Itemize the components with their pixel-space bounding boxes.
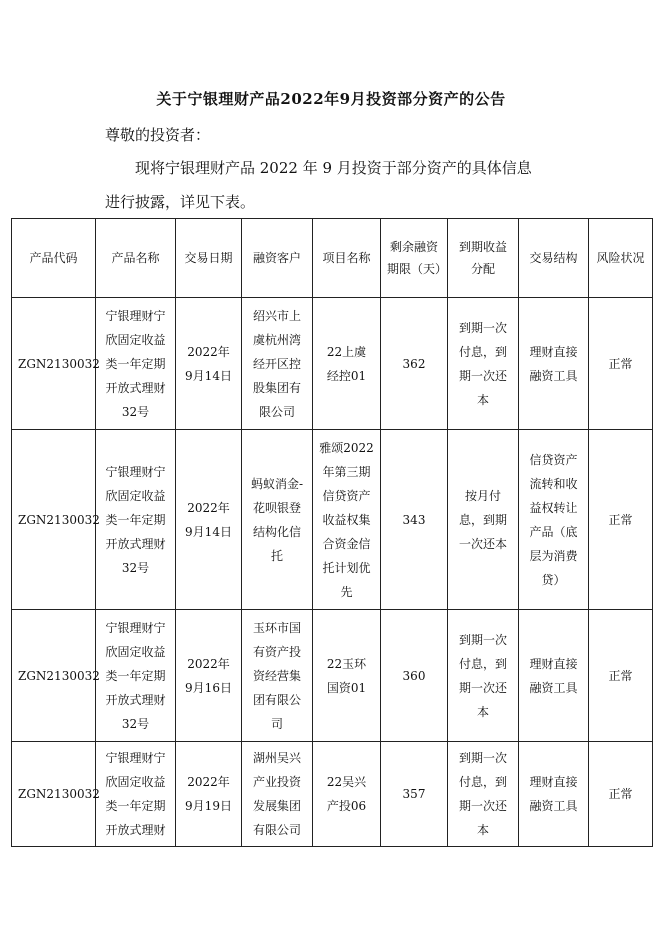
- product-name-cell: 宁银理财宁欣固定收益类一年定期开放式理财: [96, 742, 176, 847]
- table-row: [12, 742, 653, 847]
- remaining-days-cell: 357: [381, 742, 448, 847]
- risk-status-cell: 正常: [589, 610, 653, 742]
- trade-date-cell: 2022年9月19日: [176, 742, 242, 847]
- product-code-cell: ZGN2130032: [12, 742, 96, 847]
- header-cell: 剩余融资期限（天）: [381, 219, 448, 298]
- remaining-days-cell: 360: [381, 610, 448, 742]
- header-cell: 风险状况: [589, 219, 653, 298]
- intro-paragraph-line2: 进行披露，详见下表。: [105, 193, 256, 211]
- header-cell: 到期收益分配: [448, 219, 519, 298]
- product-code-cell: ZGN2130032: [12, 610, 96, 742]
- remaining-days-cell: 362: [381, 298, 448, 430]
- product-name-cell: 宁银理财宁欣固定收益类一年定期开放式理财32号: [96, 298, 176, 430]
- distribution-cell: 到期一次付息，到期一次还本: [448, 742, 519, 847]
- table-header-row: [12, 219, 653, 298]
- project-name-cell: 22吴兴产投06: [313, 742, 381, 847]
- client-cell: 湖州吴兴产业投资发展集团有限公司: [242, 742, 313, 847]
- table-row: [12, 610, 653, 742]
- header-cell: 交易结构: [519, 219, 589, 298]
- table-row: [12, 430, 653, 610]
- distribution-cell: 到期一次付息，到期一次还本: [448, 610, 519, 742]
- table-row: [12, 298, 653, 430]
- trade-date-cell: 2022年9月14日: [176, 430, 242, 610]
- product-code-cell: ZGN2130032: [12, 430, 96, 610]
- trade-date-cell: 2022年9月16日: [176, 610, 242, 742]
- structure-cell: 理财直接融资工具: [519, 742, 589, 847]
- distribution-cell: 按月付息，到期一次还本: [448, 430, 519, 610]
- product-name-cell: 宁银理财宁欣固定收益类一年定期开放式理财32号: [96, 610, 176, 742]
- header-cell: 产品代码: [12, 219, 96, 298]
- risk-status-cell: 正常: [589, 742, 653, 847]
- client-cell: 玉环市国有资产投资经营集团有限公司: [242, 610, 313, 742]
- intro-paragraph-line1: 现将宁银理财产品 2022 年 9 月投资于部分资产的具体信息: [135, 159, 532, 177]
- risk-status-cell: 正常: [589, 298, 653, 430]
- structure-cell: 理财直接融资工具: [519, 298, 589, 430]
- header-cell: 融资客户: [242, 219, 313, 298]
- project-name-cell: 22上虞经控01: [313, 298, 381, 430]
- remaining-days-cell: 343: [381, 430, 448, 610]
- structure-cell: 信贷资产流转和收益权转让产品（底层为消费贷）: [519, 430, 589, 610]
- announcement-title: 关于宁银理财产品2022年9月投资部分资产的公告: [156, 90, 506, 108]
- header-cell: 项目名称: [313, 219, 381, 298]
- client-cell: 绍兴市上虞杭州湾经开区控股集团有限公司: [242, 298, 313, 430]
- product-name-cell: 宁银理财宁欣固定收益类一年定期开放式理财32号: [96, 430, 176, 610]
- structure-cell: 理财直接融资工具: [519, 610, 589, 742]
- risk-status-cell: 正常: [589, 430, 653, 610]
- trade-date-cell: 2022年9月14日: [176, 298, 242, 430]
- header-cell: 产品名称: [96, 219, 176, 298]
- project-name-cell: 雅颂2022年第三期信贷资产收益权集合资金信托计划优先: [313, 430, 381, 610]
- distribution-cell: 到期一次付息，到期一次还本: [448, 298, 519, 430]
- project-name-cell: 22玉环国资01: [313, 610, 381, 742]
- asset-table: [11, 218, 653, 847]
- product-code-cell: ZGN2130032: [12, 298, 96, 430]
- greeting: 尊敬的投资者：: [105, 126, 211, 144]
- header-cell: 交易日期: [176, 219, 242, 298]
- client-cell: 蚂蚁消金-花呗银登结构化信托: [242, 430, 313, 610]
